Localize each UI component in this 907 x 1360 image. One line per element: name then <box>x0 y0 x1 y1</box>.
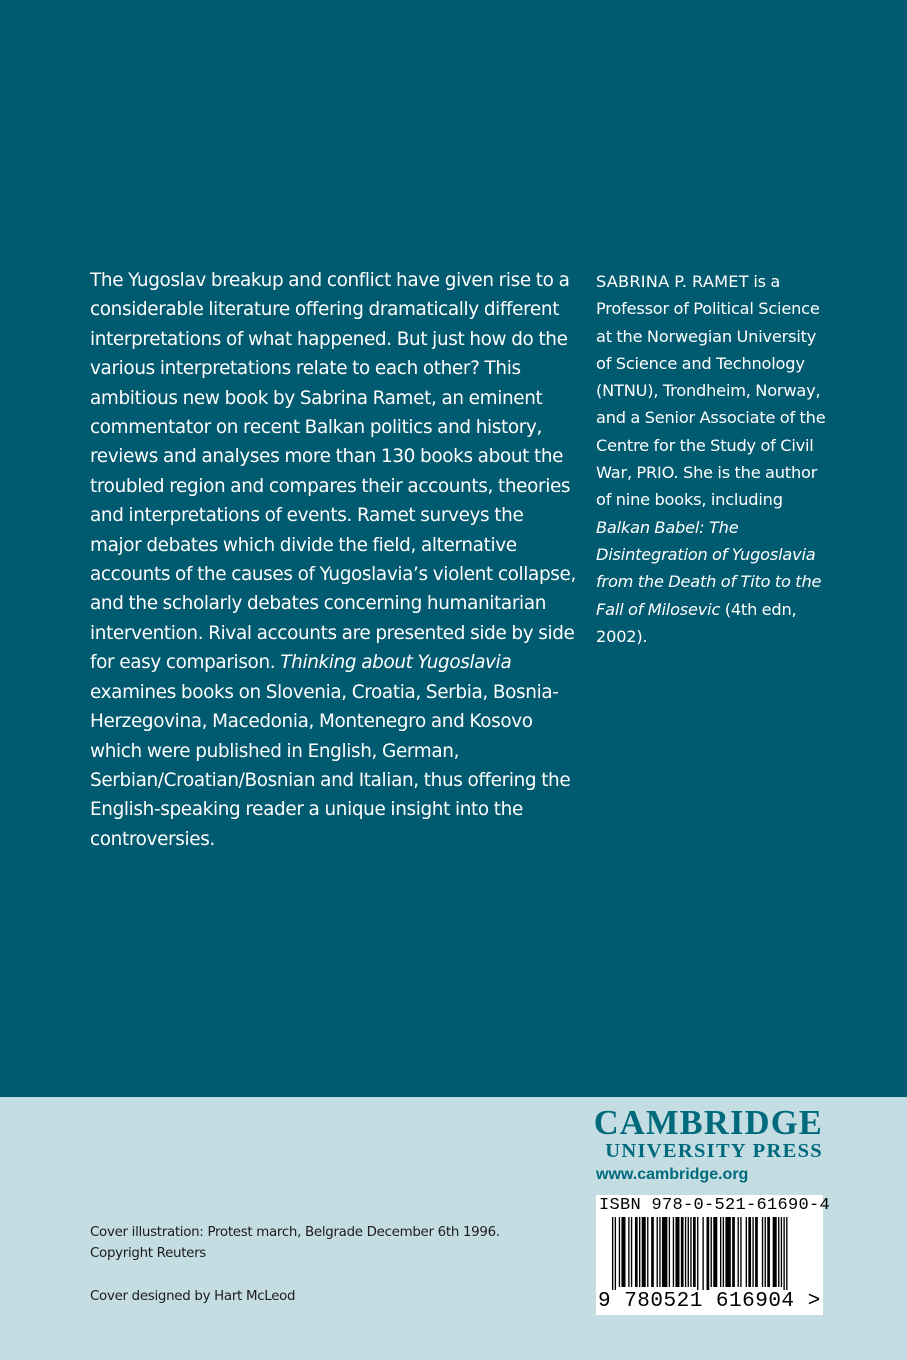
barcode-bar <box>631 1217 632 1287</box>
cover-illustration-credit: Cover illustration: Protest march, Belgrade December 6th 1996. <box>90 1225 500 1240</box>
barcode-bar <box>702 1217 703 1295</box>
barcode-bar <box>615 1217 616 1295</box>
isbn-label: ISBN 978-0-521-61690-4 <box>599 1196 831 1215</box>
barcode-bar <box>765 1217 766 1287</box>
barcode-bar <box>693 1217 696 1287</box>
barcode-bar <box>690 1217 691 1287</box>
barcode-bar <box>755 1217 758 1287</box>
barcode-bar <box>725 1217 730 1287</box>
barcode-bar <box>738 1217 739 1287</box>
barcode-bar <box>642 1217 646 1287</box>
barcode-bar <box>781 1217 782 1287</box>
barcode-bar <box>713 1217 717 1287</box>
barcode-bar <box>688 1217 689 1287</box>
barcode-digits: 9 780521 616904 > <box>598 1290 821 1313</box>
barcode-bar <box>673 1217 674 1287</box>
publisher-url: www.cambridge.org <box>596 1166 749 1183</box>
barcode-bar <box>697 1217 698 1295</box>
author-bio-tail: (4th edn, 2002). <box>596 599 797 646</box>
barcode-bar <box>783 1217 784 1295</box>
barcode-bar <box>675 1217 679 1287</box>
barcode-bar <box>723 1217 724 1287</box>
barcode-bar <box>635 1217 638 1287</box>
publisher-press: UNIVERSITY PRESS <box>605 1140 823 1162</box>
author-bio <box>596 268 832 650</box>
barcode-bar <box>720 1217 721 1287</box>
barcode-bar <box>685 1217 686 1287</box>
designer-credit: Cover designed by Hart McLeod <box>90 1289 296 1304</box>
barcode-bars <box>596 1217 823 1297</box>
barcode-bar <box>639 1217 640 1287</box>
barcode-bar <box>612 1217 613 1295</box>
barcode-bar <box>767 1217 770 1287</box>
author-bio-text: is a Professor of Political Science at the Norwegian University of Science and Technology (NTNU), Trondheim, Norway, and a Senior Associate of the Centre for the Study of Civil War, PRIO. She is the author of nine books, including <box>596 272 826 510</box>
author-name: SABRINA P. RAMET <box>596 272 749 291</box>
blurb-paragraph-2: examines books on Slovenia, Croatia, Serbia, Bosnia-Herzegovina, Macedonia, Montenegro and Kosovo which were published in English, German, Serbian/Croatian/Bosnian and Italian, thus offering the English-speaking reader a unique insight into the controversies. <box>90 681 571 850</box>
barcode-bar <box>681 1217 684 1287</box>
barcode-bar <box>748 1217 751 1287</box>
barcode-bar <box>786 1217 787 1295</box>
barcode-bar <box>628 1217 629 1287</box>
barcode-bar <box>762 1217 763 1287</box>
barcode-bar <box>773 1217 777 1287</box>
barcode-bar <box>732 1217 735 1287</box>
blurb-text <box>90 266 578 854</box>
barcode-bar <box>619 1217 620 1287</box>
barcode-bar <box>707 1217 710 1295</box>
blurb-paragraph-1: The Yugoslav breakup and conflict have given rise to a considerable literature offering dramatically different interpretations of what happened. But just how do the various interpretations relate to each other? This ambitious new book by Sabrina Ramet, an eminent commentator on recent Balkan politics and history, reviews and analyses more than 130 books about the troubled region and compares their accounts, theories and interpretations of events. Ramet surveys the major debates which divide the field, alternative accounts of the causes of Yugoslavia’s violent collapse, and the scholarly debates concerning humanitarian intervention. Rival accounts are presented side by side for easy comparison. <box>90 270 576 674</box>
barcode-bar <box>711 1217 712 1287</box>
barcode-bar <box>647 1217 648 1287</box>
barcode-bar <box>659 1217 660 1287</box>
barcode-bar <box>740 1217 741 1287</box>
barcode-bar <box>621 1217 625 1287</box>
barcode-bar <box>651 1217 654 1287</box>
book-title-italic: Thinking about Yugoslavia <box>280 652 512 674</box>
author-book-title: Balkan Babel: The Disintegration of Yugoslavia from the Death of Tito to the Fall of Milosevic <box>596 517 822 619</box>
barcode-bar <box>746 1217 747 1287</box>
barcode-bar <box>669 1217 670 1287</box>
publisher-name: CAMBRIDGE <box>593 1104 823 1142</box>
copyright-credit: Copyright Reuters <box>90 1246 206 1261</box>
barcode-bar <box>778 1217 779 1287</box>
barcode-bar <box>752 1217 753 1287</box>
barcode-bar <box>662 1217 667 1287</box>
barcode-bar <box>657 1217 658 1287</box>
